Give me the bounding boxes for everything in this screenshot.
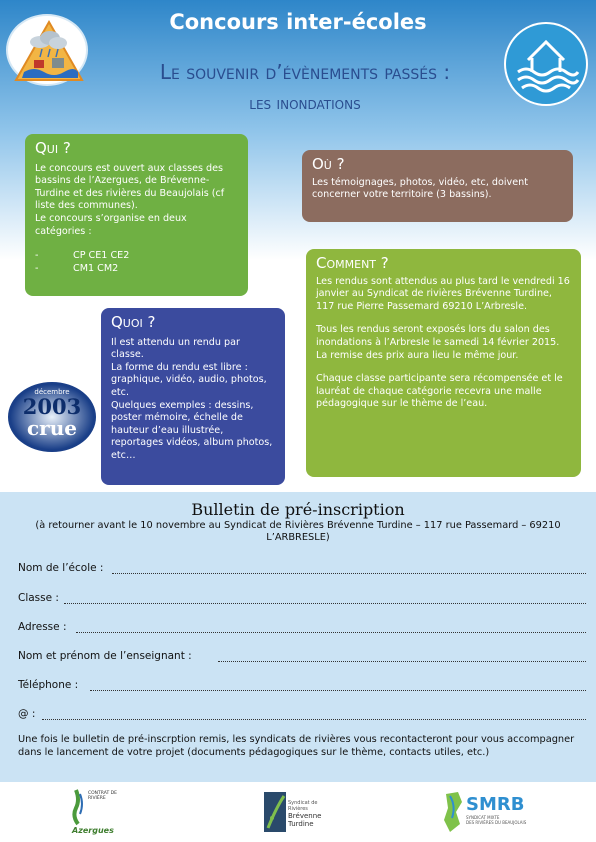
quoi-para1: Il est attendu un rendu par classe.: [111, 336, 240, 361]
comment-para3: Chaque classe participante sera récompensée et le lauréat de chaque catégorie recevra une malle pédagogique sur le thème de l’eau.: [316, 373, 563, 410]
comment-box: [306, 249, 581, 477]
field-label-address: Adresse :: [18, 621, 67, 633]
form-title: Bulletin de pré-inscription: [191, 500, 405, 519]
page-subtitle-line2: les inondations: [249, 94, 361, 114]
comment-para2: Tous les rendus seront exposés lors du salon des inondations à l’Arbresle le samedi 14 février 2015. La remise des prix aura lieu le même jour.: [316, 324, 560, 361]
field-label-teacher: Nom et prénom de l’enseignant :: [18, 650, 192, 662]
svg-text:CONTRAT DE: CONTRAT DE: [88, 791, 117, 796]
list-item: - CM1 CM2: [35, 262, 119, 274]
field-line-teacher[interactable]: [218, 661, 586, 662]
field-line-phone[interactable]: [90, 690, 586, 691]
qui-text1: Le concours est ouvert aux classes des bassins de l’Azergues, de Brévenne-Turdine et des rivières du Beaujolais (cf liste des communes).: [35, 162, 225, 212]
field-label-phone: Téléphone :: [18, 679, 79, 691]
smrb-logo: [440, 788, 540, 838]
ou-text: Les témoignages, photos, vidéo, etc, doivent concerner votre territoire (3 bassins).: [312, 176, 528, 201]
svg-text:SMRB: SMRB: [466, 794, 525, 815]
field-label-class: Classe :: [18, 592, 59, 604]
form-note: Une fois le bulletin de pré-inscrption remis, les syndicats de rivières vous recontacteront pour vous accompagner dans le lancement de votre projet (documents pédagogiques sur le thème, contacts utiles, etc.): [18, 734, 575, 758]
field-line-email[interactable]: [42, 719, 586, 720]
house-waves-logo: [504, 22, 588, 106]
qui-heading: Qui ?: [35, 139, 71, 157]
svg-text:RIVIÈRE: RIVIÈRE: [88, 796, 106, 801]
crue-2003-badge: décembre 2003 crue: [8, 382, 96, 452]
svg-text:Turdine: Turdine: [288, 820, 314, 828]
quoi-para3: Quelques exemples : dessins, poster mémoire, échelle de hauteur d’eau illustrée, reportages vidéos, album photos, etc…: [111, 399, 273, 461]
quoi-heading: Quoi ?: [111, 313, 156, 331]
quoi-para2: La forme du rendu est libre : graphique, vidéo, audio, photos, etc.: [111, 361, 267, 398]
brevenne-turdine-logo: [262, 788, 338, 838]
ou-box: [302, 150, 573, 222]
field-line-class[interactable]: [64, 603, 586, 604]
list-item: - CP CE1 CE2: [35, 250, 130, 262]
qui-box: [25, 134, 248, 296]
quoi-box: [101, 308, 285, 485]
form-instructions: (à retourner avant le 10 novembre au Syndicat de Rivières Brévenne Turdine – 117 rue Passemard – 69210 L’ARBRESLE): [35, 520, 561, 543]
field-line-school[interactable]: [112, 573, 586, 574]
comment-para1: Les rendus sont attendus au plus tard le vendredi 16 janvier au Syndicat de rivières Brévenne Turdine, 117 rue Pierre Passemard 69210 L’Arbresle.: [316, 275, 570, 312]
ou-heading: Où ?: [312, 155, 345, 173]
azergues-logo: [70, 786, 120, 836]
qui-text2: Le concours s’organise en deux catégories :: [35, 212, 187, 237]
svg-text:SYNDICAT MIXTE: SYNDICAT MIXTE: [466, 815, 500, 820]
field-label-school: Nom de l’école :: [18, 562, 104, 574]
svg-text:Brévenne: Brévenne: [288, 812, 322, 820]
svg-text:Rivières: Rivières: [288, 806, 308, 812]
comment-heading: Comment ?: [316, 254, 389, 272]
page-subtitle-line1: Le souvenir d’évènements passés :: [159, 60, 451, 84]
field-line-address[interactable]: [76, 632, 586, 633]
field-label-email: @ :: [18, 708, 36, 720]
svg-text:DES RIVIÈRES DU BEAUJOLAIS: DES RIVIÈRES DU BEAUJOLAIS: [466, 820, 527, 825]
flood-triangle-logo: [6, 14, 88, 86]
page-title: Concours inter-écoles: [169, 10, 427, 34]
svg-text:Syndicat de: Syndicat de: [288, 800, 318, 806]
svg-text:Azergues: Azergues: [72, 826, 114, 835]
